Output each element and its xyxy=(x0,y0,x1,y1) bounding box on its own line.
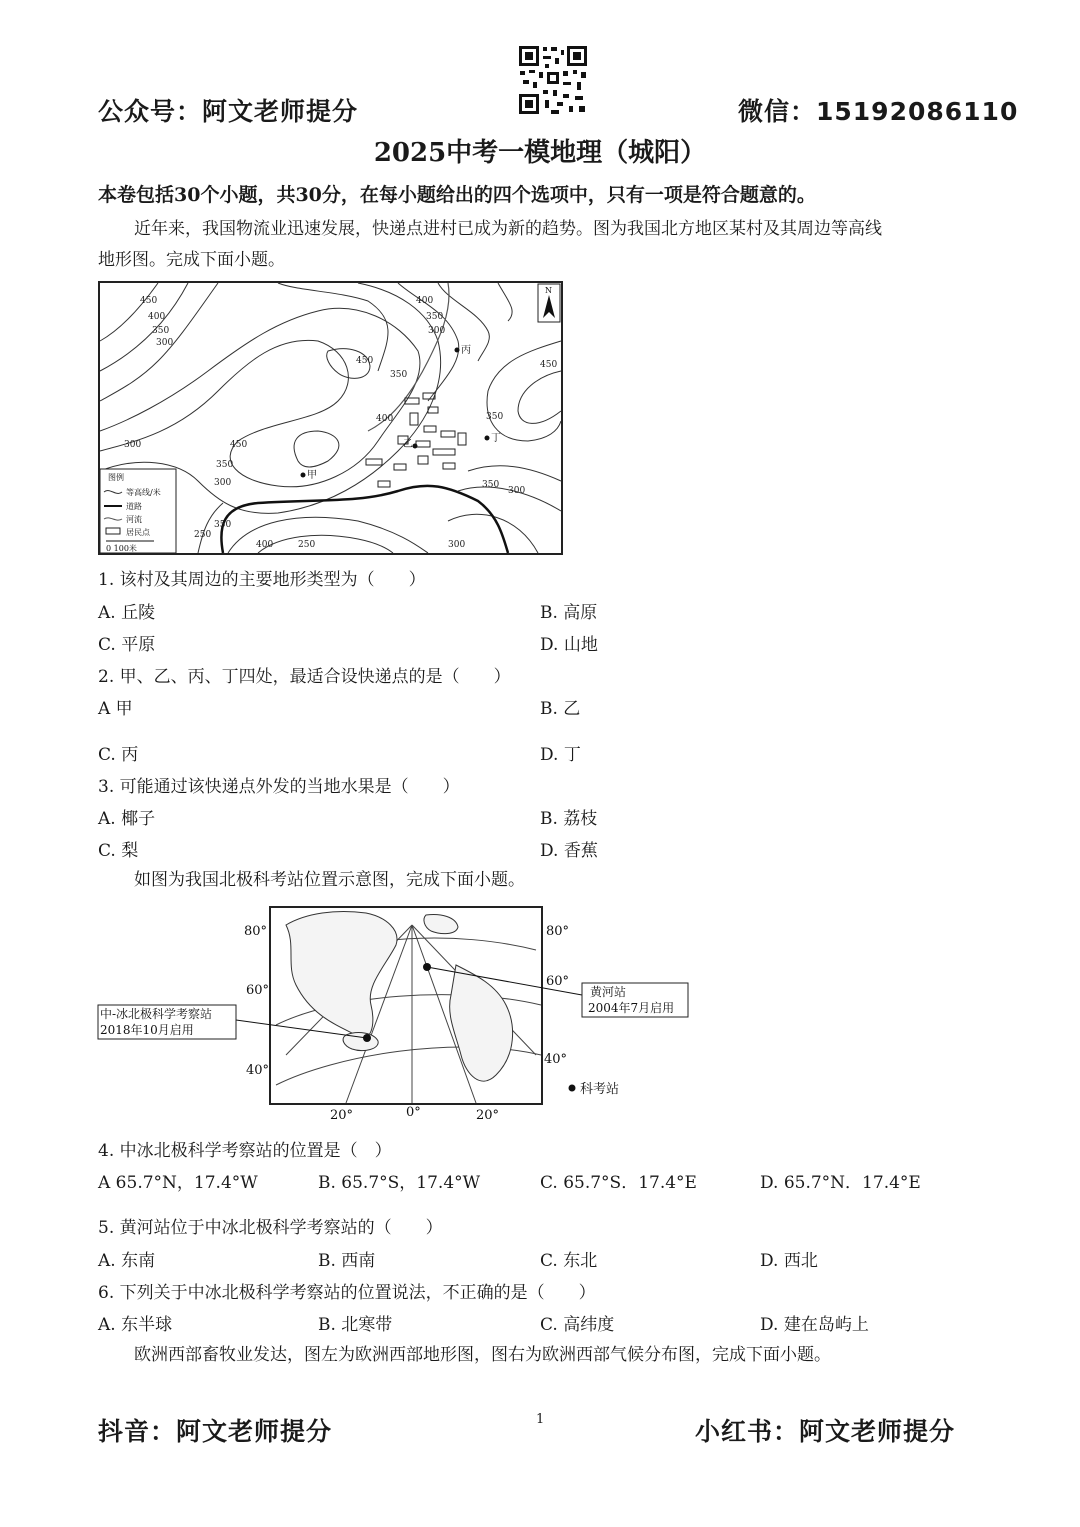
page-number: 1 xyxy=(536,1412,545,1427)
option[interactable]: D. 65.7°N．17.4°E xyxy=(760,1173,921,1193)
question-5: 5. 黄河站位于中冰北极科学考察站的（ ） xyxy=(98,1218,443,1238)
option[interactable]: A. 东半球 xyxy=(98,1315,173,1335)
lat-label: 40° xyxy=(246,1063,270,1078)
option[interactable]: D. 西北 xyxy=(760,1251,818,1271)
north-label: N xyxy=(545,286,552,295)
lon-label: 20° xyxy=(330,1108,354,1123)
contour-label: 350 xyxy=(216,460,234,470)
legend-station-icon xyxy=(569,1085,576,1092)
option[interactable]: D. 香蕉 xyxy=(540,841,598,861)
north-arrow-icon xyxy=(538,284,560,322)
contour-label: 400 xyxy=(148,312,166,322)
option[interactable]: A. 椰子 xyxy=(98,809,156,829)
option[interactable]: B. 65.7°S，17.4°W xyxy=(318,1173,481,1193)
contour-label: 450 xyxy=(230,440,248,450)
legend-item: 等高线/米 xyxy=(126,488,161,497)
contour-label: 350 xyxy=(482,480,500,490)
legend-item: 河流 xyxy=(126,515,142,524)
option[interactable]: D. 山地 xyxy=(540,635,598,655)
option[interactable]: A 甲 xyxy=(98,699,133,719)
contour-label: 350 xyxy=(486,412,504,422)
contour-label: 300 xyxy=(448,540,466,550)
place-bing: 丙 xyxy=(461,345,471,356)
place-ding: 丁 xyxy=(491,433,501,444)
contour-label: 350 xyxy=(214,520,232,530)
question-1: 1. 该村及其周边的主要地形类型为（ ） xyxy=(98,570,426,590)
contour-label: 450 xyxy=(356,356,374,366)
station1-name: 中-冰北极科学考察站 xyxy=(100,1007,213,1021)
legend-item: 居民点 xyxy=(126,528,150,537)
option[interactable]: C. 平原 xyxy=(98,635,156,655)
option[interactable]: B. 乙 xyxy=(540,699,581,719)
qr-code-icon xyxy=(517,44,589,116)
footer-right-text: 小红书：阿文老师提分 xyxy=(695,1417,956,1446)
option[interactable]: B. 荔枝 xyxy=(540,809,598,829)
contour-label: 250 xyxy=(298,540,316,550)
station1-date: 2018年10月启用 xyxy=(100,1023,194,1037)
contour-label: 300 xyxy=(156,338,174,348)
contour-label: 300 xyxy=(214,478,232,488)
contour-label: 400 xyxy=(416,296,434,306)
contour-label: 250 xyxy=(194,530,212,540)
header-left-text: 公众号：阿文老师提分 xyxy=(98,97,359,126)
option[interactable]: C. 65.7°S．17.4°E xyxy=(540,1173,697,1193)
contour-label: 350 xyxy=(426,312,444,322)
passage1-line2: 地形图。完成下面小题。 xyxy=(98,250,285,270)
lat-label: 60° xyxy=(546,974,570,989)
contour-label: 450 xyxy=(540,360,558,370)
place-yi: 乙 xyxy=(403,439,413,450)
option[interactable]: A. 丘陵 xyxy=(98,603,156,623)
legend-scale: 0 100米 xyxy=(106,544,137,553)
question-3: 3. 可能通过该快递点外发的当地水果是（ ） xyxy=(98,777,460,797)
arctic-station-map xyxy=(96,905,696,1125)
contour-label: 300 xyxy=(124,440,142,450)
lat-label: 60° xyxy=(246,983,270,998)
passage3: 欧洲西部畜牧业发达，图左为欧洲西部地形图，图右为欧洲西部气候分布图，完成下面小题。 xyxy=(134,1345,831,1365)
option[interactable]: A. 东南 xyxy=(98,1251,156,1271)
contour-label: 300 xyxy=(508,486,526,496)
option[interactable]: B. 北寒带 xyxy=(318,1315,393,1335)
option[interactable]: B. 高原 xyxy=(540,603,598,623)
map2-legend: 科考站 xyxy=(580,1082,620,1097)
question-4: 4. 中冰北极科学考察站的位置是（ ） xyxy=(98,1141,392,1161)
lat-label: 80° xyxy=(546,924,570,939)
option[interactable]: C. 梨 xyxy=(98,841,139,861)
contour-label: 400 xyxy=(256,540,274,550)
contour-label: 450 xyxy=(140,296,158,306)
lat-label: 80° xyxy=(244,924,268,939)
instructions: 本卷包括30个小题，共30分，在每小题给出的四个选项中，只有一项是符合题意的。 xyxy=(98,184,816,206)
station2-date: 2004年7月启用 xyxy=(588,1001,675,1015)
option[interactable]: A 65.7°N，17.4°W xyxy=(98,1173,258,1193)
passage1-line1: 近年来，我国物流业迅速发展，快递点进村已成为新的趋势。图为我国北方地区某村及其周边等高线 xyxy=(134,219,882,239)
legend-title: 图例 xyxy=(108,473,124,482)
option[interactable]: D. 丁 xyxy=(540,745,581,765)
contour-label: 350 xyxy=(390,370,408,380)
option[interactable]: D. 建在岛屿上 xyxy=(760,1315,869,1335)
contour-label: 400 xyxy=(376,414,394,424)
option[interactable]: B. 西南 xyxy=(318,1251,376,1271)
map1-legend xyxy=(100,469,176,553)
lat-label: 40° xyxy=(544,1052,568,1067)
option[interactable]: C. 高纬度 xyxy=(540,1315,615,1335)
header-right-text: 微信：15192086110 xyxy=(738,97,1019,126)
option[interactable]: C. 东北 xyxy=(540,1251,598,1271)
contour-label: 300 xyxy=(428,326,446,336)
lon-label: 20° xyxy=(476,1108,500,1123)
page-title: 2025中考一模地理（城阳） xyxy=(373,138,707,168)
passage2: 如图为我国北极科考站位置示意图，完成下面小题。 xyxy=(134,870,525,890)
contour-map xyxy=(98,281,563,555)
footer-left-text: 抖音：阿文老师提分 xyxy=(98,1417,333,1446)
place-jia: 甲 xyxy=(307,470,317,481)
station2-name: 黄河站 xyxy=(590,985,627,999)
question-6: 6. 下列关于中冰北极科学考察站的位置说法，不正确的是（ ） xyxy=(98,1283,596,1303)
question-2: 2. 甲、乙、丙、丁四处，最适合设快递点的是（ ） xyxy=(98,667,511,687)
contour-label: 350 xyxy=(152,326,170,336)
lon-label: 0° xyxy=(406,1105,421,1120)
legend-item: 道路 xyxy=(126,502,142,511)
option[interactable]: C. 丙 xyxy=(98,745,139,765)
